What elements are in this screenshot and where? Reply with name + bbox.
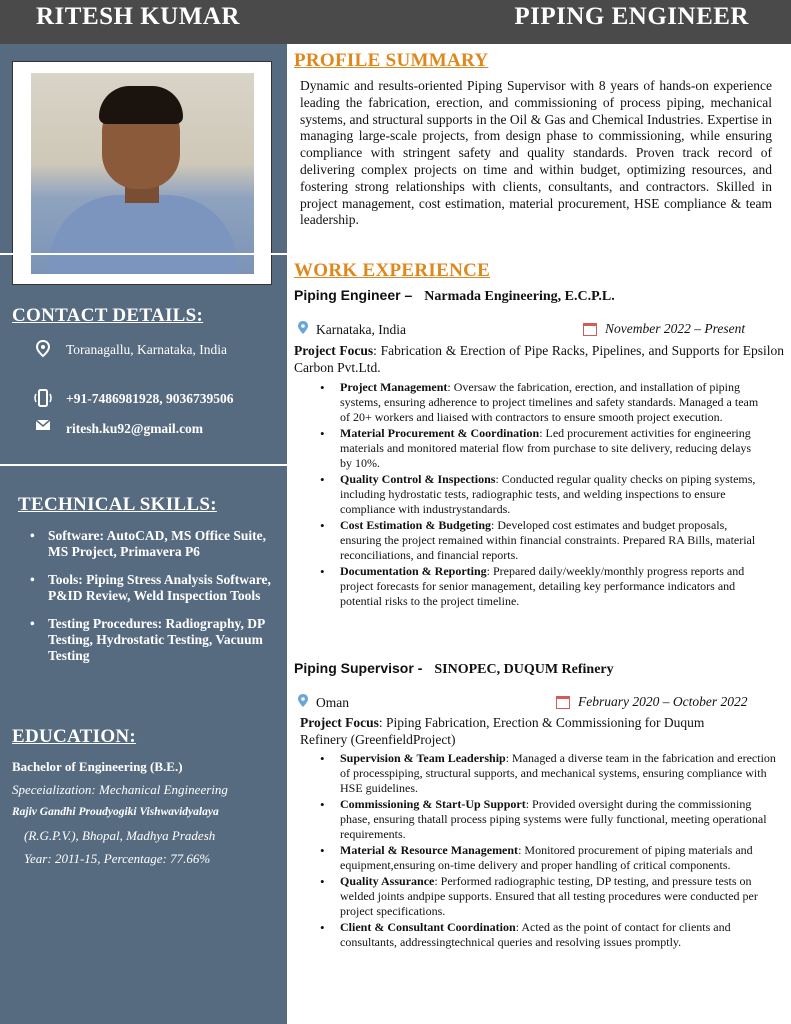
location-pin-icon xyxy=(298,321,308,338)
contact-email xyxy=(30,419,203,438)
email-text[interactable]: ritesh.ku92@gmail.com xyxy=(66,421,204,436)
job-focus xyxy=(294,342,784,376)
phone-icon xyxy=(30,389,56,411)
bullet-label: Client & Consultant Coordination xyxy=(340,920,516,934)
job-title: Piping Supervisor - xyxy=(294,660,423,676)
location-pin-icon xyxy=(30,340,56,362)
job-bullet xyxy=(314,380,766,425)
skill-item: • Tools: Piping Stress Analysis Software, P&ID Review, Weld Inspection Tools xyxy=(30,572,282,604)
bullet-label: Supervision & Team Leadership xyxy=(340,751,506,765)
candidate-role: PIPING ENGINEER xyxy=(514,3,749,30)
job-bullet xyxy=(314,564,766,609)
work-experience-heading: WORK EXPERIENCE xyxy=(294,260,491,281)
photo-shirt xyxy=(49,195,237,274)
education-location: (R.G.P.V.), Bhopal, Madhya Pradesh xyxy=(24,828,216,843)
bullet-text: : Managed a diverse team in the fabrication and erection of processpiping, structural supports, and mechanical systems, ensuring compliance with HSE guidelines. xyxy=(340,751,776,795)
job-title-row xyxy=(294,660,614,678)
job-focus-label: Project Focus xyxy=(294,343,374,358)
email-icon xyxy=(30,419,56,435)
bullet-text: : Conducted regular quality checks on piping systems, including hydrostatic tests, radiographic tests, and welding inspections to ensure compliance with industrystandards. xyxy=(340,472,756,516)
job-focus-text: : Fabrication & Erection of Pipe Racks, Pipelines, and Supports for Epsilon Carbon Pvt.Ltd. xyxy=(294,343,784,375)
phone-text[interactable]: +91-7486981928, 9036739506 xyxy=(66,391,234,406)
profile-photo-frame xyxy=(12,61,272,285)
job-bullet xyxy=(314,920,776,950)
job-dates-text: February 2020 – October 2022 xyxy=(578,694,748,709)
sidebar-divider xyxy=(0,464,287,466)
bullet-label: Cost Estimation & Budgeting xyxy=(340,518,492,532)
location-pin-icon xyxy=(298,694,308,711)
job-dates xyxy=(583,321,745,337)
job-title-row xyxy=(294,287,615,305)
profile-summary-heading: PROFILE SUMMARY xyxy=(294,50,489,71)
job-dates xyxy=(556,694,747,710)
education-university: Rajiv Gandhi Proudyogiki Vishwavidyalaya xyxy=(12,806,219,818)
job-bullets xyxy=(314,380,766,610)
bullet-label: Project Management xyxy=(340,380,448,394)
calendar-icon xyxy=(583,323,597,336)
education-heading: EDUCATION: xyxy=(12,726,137,747)
job-bullet xyxy=(314,472,766,517)
profile-summary-text: Dynamic and results-oriented Piping Supervisor with 8 years of hands-on experience leading the fabrication, erection, and commissioning of process piping, mechanical systems, and structural supports in the Oil & Gas and Chemical Industries. Expertise in managing large-scale projects, from design phase to commissioning, while ensuring compliance with stringent safety and quality standards. Proven track record of delivering complex projects on time and within budget, optimizing resources, and fostering strong relationships with clients, consultants, and contractors. Skilled in project management, cost estimation, material procurement, HSE compliance & team leadership. xyxy=(300,78,772,228)
education-block xyxy=(12,757,284,868)
header-bar xyxy=(0,0,791,44)
bullet-label: Documentation & Reporting xyxy=(340,564,487,578)
contact-phone xyxy=(30,389,233,411)
contact-address xyxy=(30,340,246,362)
job-focus-text: : Piping Fabrication, Erection & Commissioning for Duqum Refinery (GreenfieldProject) xyxy=(300,715,705,747)
education-degree: Bachelor of Engineering (B.E.) xyxy=(12,759,183,774)
job-bullet xyxy=(314,426,766,471)
bullet-text: : Monitored procurement of piping materials and equipment,ensuring on-time delivery and proper handling of critical components. xyxy=(340,843,753,872)
skills-list xyxy=(30,528,282,676)
bullet-label: Commissioning & Start-Up Support xyxy=(340,797,526,811)
bullet-label: Material & Resource Management xyxy=(340,843,519,857)
job-bullet xyxy=(314,874,776,919)
bullet-text: : Performed radiographic testing, DP testing, and pressure tests on welded joints andpipe supports. Ensured that all testing procedures were conducted per project specifications. xyxy=(340,874,758,918)
education-year: Year: 2011-15, Percentage: 77.66% xyxy=(24,851,211,866)
education-specialization: Speceialization: Mechanical Engineering xyxy=(12,782,228,797)
bullet-text: : Developed cost estimates and budget proposals, ensuring the project remained within financial constraints. Prepared RA Bills, material reconciliations, and financial reports. xyxy=(340,518,756,562)
photo-hair xyxy=(99,86,183,124)
job-location-text: Oman xyxy=(316,694,349,710)
job-title: Piping Engineer – xyxy=(294,287,413,303)
job-bullet xyxy=(314,751,776,796)
bullet-text: : Led procurement activities for engineering materials and monitored material flow from purchase to site delivery, reducing delays by 10%. xyxy=(340,426,752,470)
job-location xyxy=(298,694,349,711)
job-bullet xyxy=(314,843,776,873)
bullet-text: : Provided oversight during the commissioning phase, ensuring thatall process piping systems were fully functional, meeting operational requirements. xyxy=(340,797,767,841)
bullet-label: Material Procurement & Coordination xyxy=(340,426,540,440)
candidate-name: RITESH KUMAR xyxy=(36,3,240,30)
bullet-text: : Oversaw the fabrication, erection, and installation of piping systems, ensuring adherence to project timelines and safety standards. Managed a team of 20+ workers and liaised with contractors to ensure smooth project execution. xyxy=(340,380,759,424)
bullet-label: Quality Assurance xyxy=(340,874,435,888)
job-bullet xyxy=(314,797,776,842)
address-text: Toranagallu, Karnataka, India xyxy=(66,342,227,357)
contact-heading: CONTACT DETAILS: xyxy=(12,305,204,326)
job-bullets xyxy=(314,751,776,951)
job-location xyxy=(298,321,406,338)
job-bullet xyxy=(314,518,766,563)
skill-item: • Testing Procedures: Radiography, DP Testing, Hydrostatic Testing, Vacuum Testing xyxy=(30,616,282,664)
bullet-text: : Acted as the point of contact for clients and consultants, addressingtechnical queries and resolving issues promptly. xyxy=(340,920,731,949)
sidebar-divider xyxy=(0,253,287,255)
profile-photo xyxy=(31,73,254,274)
bullet-text: : Prepared daily/weekly/monthly progress reports and project forecasts for senior management, detailing key performance indicators and potential risks to the project timeline. xyxy=(340,564,745,608)
job-location-text: Karnataka, India xyxy=(316,321,406,337)
skills-heading: TECHNICAL SKILLS: xyxy=(18,494,217,515)
bullet-label: Quality Control & Inspections xyxy=(340,472,496,486)
job-focus-label: Project Focus xyxy=(300,715,379,730)
job-focus xyxy=(300,714,740,748)
skill-item: • Software: AutoCAD, MS Office Suite, MS Project, Primavera P6 xyxy=(30,528,282,560)
job-company: Narmada Engineering, E.C.P.L. xyxy=(424,289,615,304)
calendar-icon xyxy=(556,696,570,709)
sidebar xyxy=(0,44,287,1024)
job-company: SINOPEC, DUQUM Refinery xyxy=(434,662,614,677)
job-dates-text: November 2022 – Present xyxy=(605,321,746,336)
